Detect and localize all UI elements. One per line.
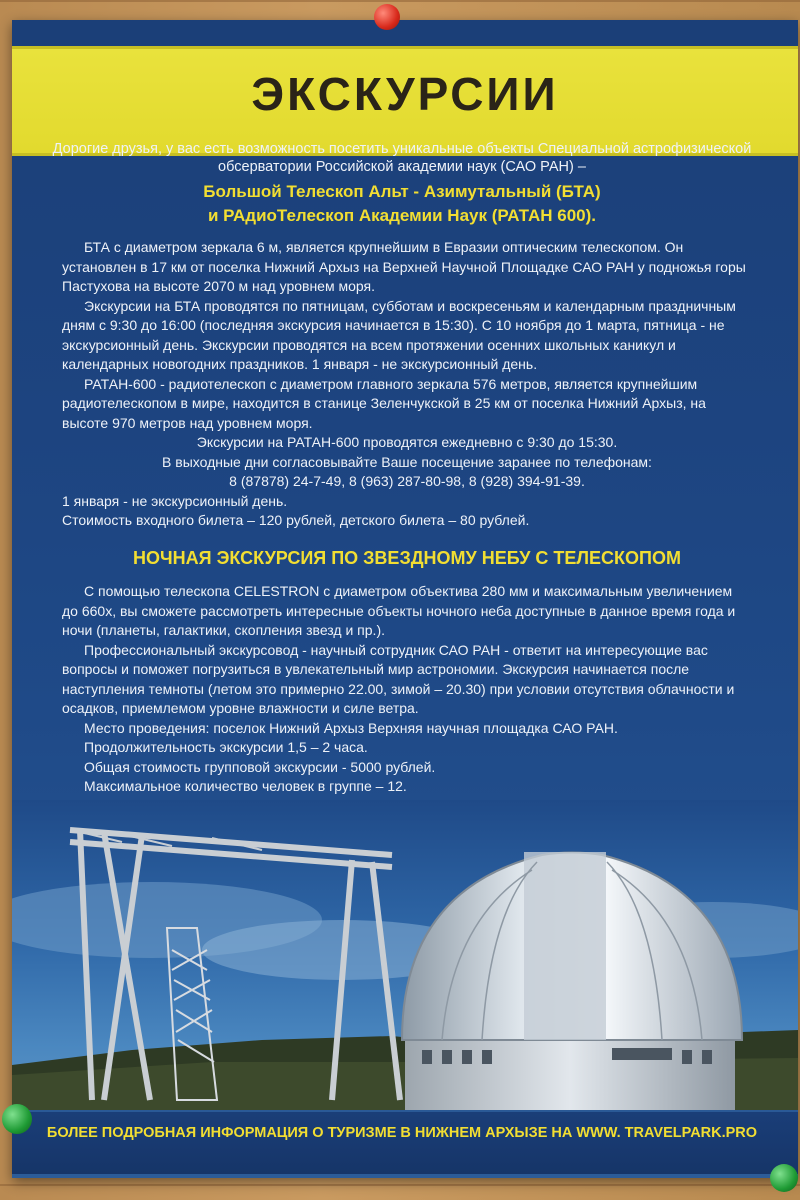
wood-plank-seam	[0, 0, 800, 2]
guide-description: Профессиональный экскурсовод - научный сотрудник САО РАН - ответит на интересующие вас вопросы и поможет погрузиться в увлекательный мир астрономии. Экскурсия начинается после наступления темноты (летом это примерно 22.00, зимой – 20.30) при условии отсутствия облачности и осадков, приемлемом уровне влажности и силе ветра.	[62, 641, 735, 716]
phone-numbers: 8 (87878) 24-7-49, 8 (963) 287-80-98, 8 (928) 394-91-39.	[229, 473, 585, 489]
celestron-description: С помощью телескопа CELESTRON с диаметром объектива 280 мм и максимальным увеличением до 660х, вы сможете рассмотреть интересные объекты ночного неба доступные в данное время года и ночи (планеты, галактики, скопления звезд и пр.).	[62, 583, 736, 638]
footer-band	[12, 1112, 798, 1174]
green-pushpin-right-icon	[770, 1164, 798, 1192]
highlight-bta: Большой Телескоп Альт - Азимутальный (БТА)	[203, 182, 601, 201]
green-pushpin-left-icon	[2, 1104, 32, 1134]
night-excursion-title: НОЧНАЯ ЭКСКУРСИЯ ПО ЗВЕЗДНОМУ НЕБУ С ТЕЛЕСКОПОМ	[133, 548, 681, 568]
poster-title: ЭКСКУРСИИ	[251, 68, 559, 120]
bta-description: БТА с диаметром зеркала 6 м, является крупнейшим в Евразии оптическим телескопом. Он установлен в 17 км от поселка Нижний Архыз на Верхней Научной Площадке САО РАН у подножья горы Пастухова на высоте 2070 м над уровнем моря.	[62, 239, 746, 294]
red-pushpin-icon	[374, 4, 400, 30]
bta-schedule: Экскурсии на БТА проводятся по пятницам, субботам и воскресеньям и календарным праздничным дням с 9:30 до 16:00 (последняя экскурсия начинается в 15:30). С 10 ноября до 1 марта, пятница - не экскурсионный день. Экскурсии проводятся на всем протяжении осенних школьных каникул и календарных новогодних праздников. 1 января - не экскурсионный день.	[62, 297, 736, 372]
ticket-prices: Стоимость входного билета – 120 рублей, детского билета – 80 рублей.	[62, 512, 530, 528]
location: Место проведения: поселок Нижний Архыз Верхняя научная площадка САО РАН.	[84, 719, 618, 736]
ratan-schedule: Экскурсии на РАТАН-600 проводятся ежедневно с 9:30 до 15:30.	[196, 434, 618, 450]
section-night-excursion	[62, 582, 752, 816]
highlight-ratan: и РАдиоТелескоп Академии Наук (РАТАН 600).	[208, 206, 596, 225]
intro-text: Дорогие друзья, у вас есть возможность посетить уникальные объекты Специальной астрофизической обсерватории Российской академии наук (САО РАН) –	[52, 141, 752, 175]
max-group-size: Максимальное количество человек в группе – 12.	[84, 778, 407, 794]
ratan-description: РАТАН-600 - радиотелескоп с диаметром главного зеркала 576 метров, является крупнейшим радиотелескопом в мире, находится в станице Зеленчукской в 25 км от поселка Нижний Архыз, на высоте 970 метров над уровнем моря.	[62, 375, 706, 431]
footer-text: БОЛЕЕ ПОДРОБНАЯ ИНФОРМАЦИЯ О ТУРИЗМЕ В НИЖНЕМ АРХЫЗЕ НА WWW. TRAVELPARK.PRO	[46, 1125, 758, 1141]
observatory-photo	[12, 800, 798, 1110]
wood-plank-seam	[0, 1184, 800, 1186]
group-price: Общая стоимость групповой экскурсии - 5000 рублей.	[84, 758, 436, 775]
closed-day-note: 1 января - не экскурсионный день.	[62, 492, 288, 509]
section-telescopes	[62, 238, 752, 531]
excursions-poster	[12, 20, 798, 1178]
weekend-note: В выходные дни согласовывайте Ваше посещение заранее по телефонам:	[162, 453, 652, 470]
duration: Продолжительность экскурсии 1,5 – 2 часа.	[84, 739, 368, 755]
